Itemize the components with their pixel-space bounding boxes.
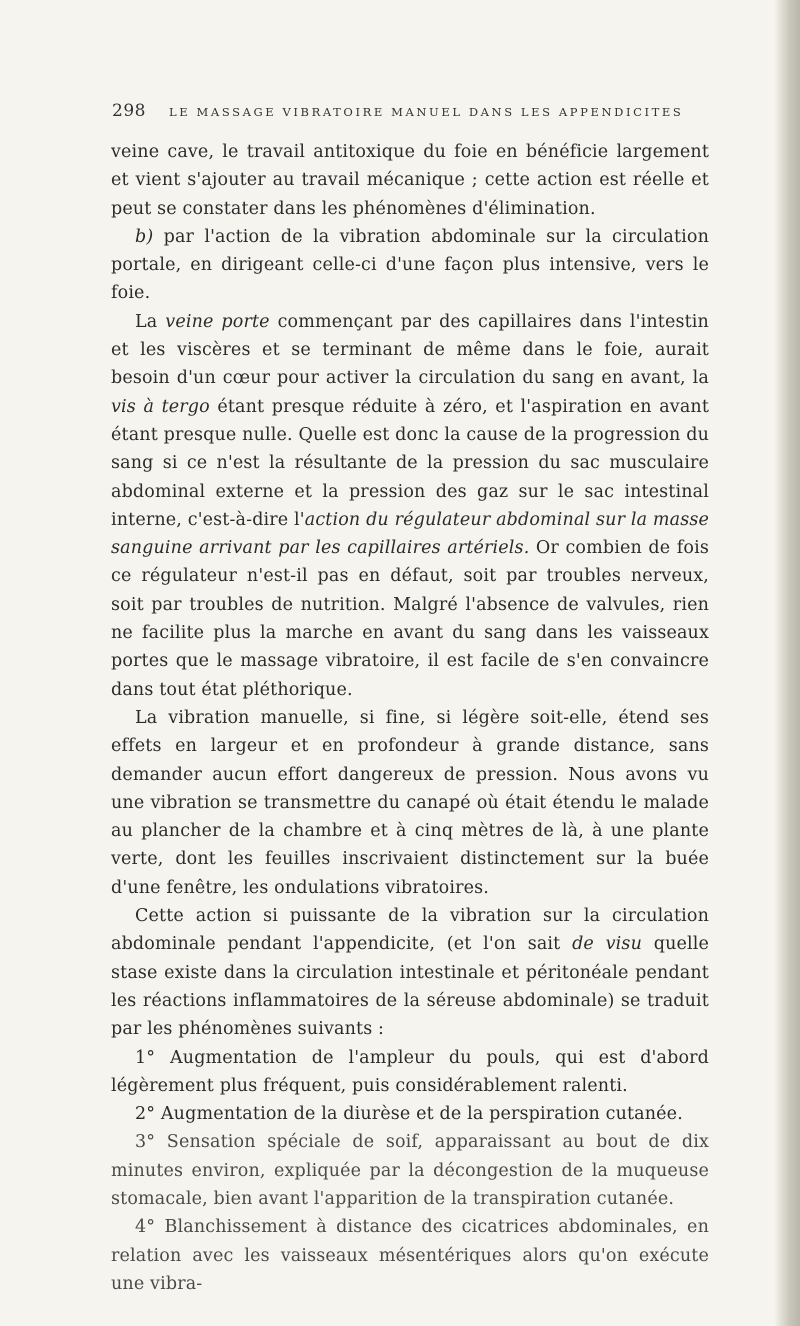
list-item-3 [111,1128,709,1213]
paragraph-3-segment-4: vis à tergo [111,396,210,417]
list-item-4 [111,1213,709,1298]
paragraph-2-segment-1: b) [135,226,154,247]
paragraph-3-segment-2: veine porte [165,311,270,332]
paragraph-2-segment-2: par l'action de la vibration abdominale sur la circulation portale, en dirigeant celle-ci d'une façon plus intensive, vers le foie. [111,226,709,304]
paragraph-4-segment-1: La vibration manuelle, si fine, si légère soit-elle, étend ses effets en largeur et en profondeur à grande distance, sans demander aucun effort dangereux de pression. Nous avons vu une vibration se transmettre du canapé où était étendu le malade au plancher de la chambre et à cinq mètres de là, à une plante verte, dont les feuilles inscrivaient distinctement sur la buée d'une fenêtre, les ondulations vibratoires. [111,707,709,898]
list-item-2 [111,1100,709,1128]
paragraph-5-segment-1: Cette action si puissante de la vibration sur la circulation abdominale pendant l'appendicite, (et l'on sait [111,906,709,955]
paragraph-5-segment-3: quelle stase existe dans la circulation intestinale et péritonéale pendant les réactions inflammatoires de la séreuse abdominale) se traduit par les phénomènes suivants : [111,934,709,1040]
paragraph-3-segment-3: commençant par des capillaires dans l'intestin et les viscères et se terminant de même dans le foie, aurait besoin d'un cœur pour activer la circulation du sang en avant, la [111,311,709,389]
paragraph-3-segment-7: Or combien de fois ce régulateur n'est-il pas en défaut, soit par troubles nerveux, soit par troubles de nutrition. Malgré l'absence de valvules, rien ne facilite plus la marche en avant du sang dans les vaisseaux portes que le massage vibratoire, il est facile de s'en convaincre dans tout état pléthorique. [111,538,709,700]
body-text [111,138,709,1298]
list-item-1-text: 1° Augmentation de l'ampleur du pouls, qui est d'abord légèrement plus fréquent, puis considérablement ralenti. [111,1047,709,1096]
paragraph-4 [111,704,709,902]
running-title: LE MASSAGE VIBRATOIRE MANUEL DANS LES APPENDICITES [169,105,684,119]
paragraph-1 [111,138,709,223]
paragraph-3-segment-1: La [135,311,166,332]
page-header [112,101,712,125]
list-item-4-text: 4° Blanchissement à distance des cicatrices abdominales, en relation avec les vaisseaux mésentériques alors qu'on exécute une vibra- [111,1217,709,1294]
paragraph-1-segment-1: veine cave, le travail antitoxique du foie en bénéficie largement et vient s'ajouter au travail mécanique ; cette action est réelle et peut se constater dans les phénomènes d'élimination. [111,142,709,219]
page-number: 298 [112,101,146,121]
paragraph-3 [111,308,709,704]
paragraph-3-segment-5: étant presque réduite à zéro, et l'aspiration en avant étant presque nulle. Quelle est donc la cause de la progression du sang si ce n'est la résultante de la pression du sac musculaire abdominal externe et la pression des gaz sur le sac intestinal interne, c'est-à-dire l' [111,396,710,530]
list-item-3-text: 3° Sensation spéciale de soif, apparaissant au bout de dix minutes environ, expliquée par la décongestion de la muqueuse stomacale, bien avant l'apparition de la transpiration cutanée. [111,1132,709,1209]
paragraph-5-segment-2: de visu [572,934,642,955]
paragraph-5 [111,902,709,1043]
paragraph-2 [111,223,709,308]
paragraph-3-segment-6: action du régulateur abdominal sur la masse sanguine arrivant par les capillaires artériels. [111,509,709,559]
list-item-2-text: 2° Augmentation de la diurèse et de la perspiration cutanée. [135,1104,683,1125]
list-item-1 [111,1044,709,1101]
page-edge-shadow [774,0,800,1326]
